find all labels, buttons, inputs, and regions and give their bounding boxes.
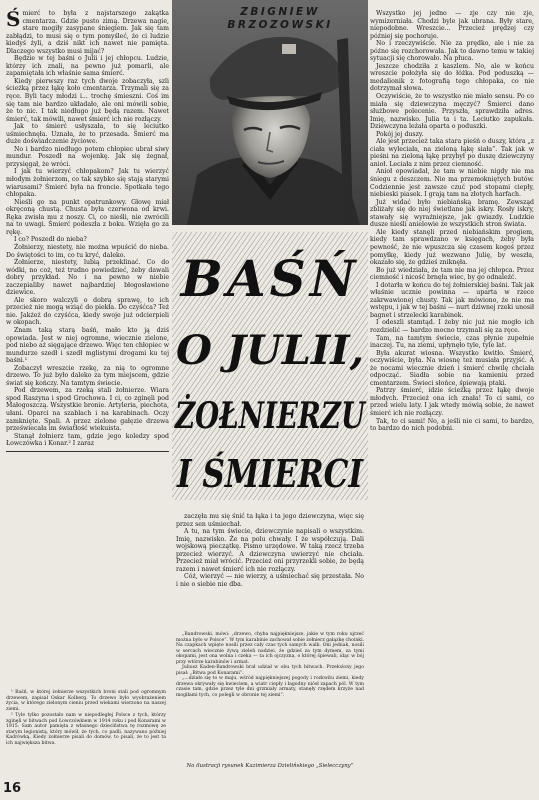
right-column-paragraph: Oczywiście, że to wszystko nie miało sensu. Po co miała się dziewczyna męczyć? Śmierci dano służbowe polecenie. Przyszła, sprawdziła adres. Imię, nazwisko. Julia ta i ta. Leciutko zapukała. Dziewczyna leżała oparta o poduszki. xyxy=(370,93,534,131)
left-column-paragraph: I co? Poszedł do nieba? xyxy=(14,236,87,244)
right-column-paragraph: Pokój jej duszy. xyxy=(376,130,424,138)
story-title xyxy=(172,232,368,500)
left-column-paragraph: Pod drzewem, za rzeką stali żołnierze. Wiara spod Raszyna i spod Grochowa. I ci, co zginęli pod Małogoszczą. Wszystkie bronie. Artyleria, piechota, ułani. Oparci na szablach i na karabinach. Oczy zamknięte. Spali. A przez zielone gałęzie drzewa przeświecała im światłość wiekuista. xyxy=(6,387,169,433)
opening-paragraph xyxy=(6,7,169,55)
left-column-paragraph: Stanął żołnierz tam, gdzie jego koledzy spod Łowczówka i Konar.² I zaraz xyxy=(6,432,169,448)
right-column-paragraph: I dotarła w końcu do tej żołnierskiej baśni. Tak jak właśnie ucznie powinna — uparta w rzece zakrwawionej chusty. Tak jak mówiono, że nie ma wstępu, i jak w tej baśni — nurt dziwnej rzeki unosił bagnet i strzelecki karabinek. xyxy=(370,281,534,319)
left-column-paragraph: No i bardzo niedługo potem chłopiec ubrał siwy mundur. Poszedł na wojenkę. Jak się żegnał, przysięgał, że wróci. xyxy=(6,145,169,168)
insert-paragraph: „...działo się to w maju, wśród najpiękniejszej pogody i rozkwitu ziemi, kiedy drzewa okrywały się kwieciem, a wiatr ciepły i łagodny niósł zapach pól. W tym czasie tam, gdzie przez tyle dni grzmiały armaty, stanęły rzędem krzyże nad mogiłami tych, co polegli w obronie tej ziemi”. xyxy=(176,676,364,698)
right-column-paragraph: Ale jest przecież taka stara pieśń o duszy, która „z ciała wyleciała, na zieloną łąkę siała”. Tak jak w pieśni na zieloną łąkę przybył po duszę dziewczyny anioł. Leciała z nim przez ciemność. xyxy=(370,138,534,168)
center-story-text xyxy=(176,513,364,588)
right-column-paragraph: No i rzeczywiście. Nie za prędko, ale i nie za późno się rozchorowała. Jak to dawno temu w takiej sytuacji się chorowało. Na płuca. xyxy=(370,40,534,63)
story-paragraph: Cóż, wierzyć — nie wierzy, a uśmiechać się przestała. No i nie o siebie nie dba. xyxy=(176,573,364,588)
left-column-paragraph: Kiedy pierwszy raz tych dwoje zobaczyła, szli ścieżką przez łąkę koło cmentarza. Trzymali się za ręce. Byli tacy młodzi i... trochę śmieszni. Coś im się tam nie bardzo układało, ale oni mówili sobie, że to nic. I tak niedługo już będą razem. Nawet śmierć, tak mówili, nawet śmierć ich nie rozłączy. xyxy=(6,77,169,123)
author-first-name: ZBIGNIEW xyxy=(240,6,320,18)
page-number: 16 xyxy=(3,781,22,796)
right-column-paragraph: Tak, to ci sami! No, a jeśli nie ci sami, to bardzo, to bardzo do nich podobni. xyxy=(370,417,534,433)
right-column-paragraph: Bo już wiedziała, że tam nie ma jej chłopca. Przez ciemność i nicość brnęła wiec, by go odnaleźć. xyxy=(370,266,534,282)
right-column-paragraph: Tam, na tamtym świecie, czas płynie zupełnie inaczej. Tu, na ziemi, upłynęło tyle, tyle lat. xyxy=(370,334,534,350)
story-paragraph: A tu, na tym świecie, dziewczynie napisali o wszystkim. Imię, nazwisko. Że na polu chwały. I że współczują. Dali wojskową pieczątkę. Pismo urzędowe. W taką rzecz trzeba przecież wierzyć. A dziewczyna uwierzyć nie chciała. Przecież miał wrócić. Przecież oni przyrzekli sobie, że będą razem i nawet śmierć ich nie rozłączy. xyxy=(176,528,364,573)
center-insert-text xyxy=(176,632,364,698)
right-column-paragraph: Już widać było niebiańską bramę. Zewsząd zbliżały się do niej świetlane jak iskry. Rosły iskry, stawały się wyraźniejsze, jak gwiazdy. Ludzkie dusze nieśli anielowie ze wszystkich stron świata. xyxy=(370,198,534,229)
title-word-3: ŻOŁNIER xyxy=(175,395,366,437)
insert-paragraph: Juliusz Kaden-Bandrowski brał udział w obu tych bitwach. Przełożony jego pisał: „Bitwa pod Konarami”. xyxy=(176,665,364,676)
left-column-paragraph: I jak tu wierzyć chłopakom? Jak tu wierzyć młodym żołnierzom, co tak szybko się stają starymi wiarusami? Śmierć była na froncie. Spotkała tego chłopaka. xyxy=(6,168,169,199)
soldier-portrait-photo xyxy=(172,0,368,225)
left-column-paragraph: Żołnierzy, niestety, nie można wpuścić do nieba. Do świętości to im, co tu kryć, daleko. xyxy=(6,243,169,259)
footnote: ² Tyle tylko pozostało nam w niepodległej Polsce z tych, którzy zginęli w bitwach pod Łowczówkiem w 1914 roku i pod Konarami w 1915. Sam autor pamięta z własnego dzieciństwa tę rozmowę ze starym legionistą, który mówił, że tych, co padli, nazywano później Kadrówką. Kiedy żołnierze pisali do domów, to pisali, że to jest ta ich największa bitwa. xyxy=(6,713,166,746)
right-column-paragraph: Była akurat wiosna. Wszystko kwitło. Śmierć, oczywiście, była. Na wiosnę też musiała przyjść. A że nocami wiecznie dzień i śmierć chwilę chciała odpocząć. Siadła sobie na kamieniu przed cmentarzem. Świeci słońce, śpiewają ptaki. xyxy=(370,349,534,387)
insert-paragraph: „Bandrowski, mówi: „drzewo, chyba najpiękniejsze, jakie w tym roku ujrzeć można było w Polsce”. W tym karabinie zachował sobie żołnierz gałązkę choinki. Na czapkach wpięte nosili przez cały czas tych samych walk. Oni jednak, nosili w sercach wiecznie żywą zieleń nadziei, że gdzieś za tym dymem, za tymi okopami, jest ona wolna i czeka — ta ich ojczyzna, o której śpiewali, idąc w bój przy wtórze karabinów i armat. xyxy=(176,632,364,665)
illustration-caption: Na ilustracji rysunek Kazimierza Dzielińskiego „Sielecczyny” xyxy=(186,763,354,769)
soldier-portrait-image xyxy=(172,0,368,225)
right-column-paragraph: Jeszcze chodziła z kaszlem. No, ale w końcu wreszcie położyła się do łóżka. Pod poduszką — medalionik z fotografią tego chłopaka, co nie dotrzymał słowa. xyxy=(370,62,534,93)
right-column-paragraph: Ale kiedy stanęli przed niebiańskim progiem, kiedy tam sprawdzano w księgach, żeby była pewność, że nie wpuszcza się czasem kogoś przez pomyłkę, kiedy już wezwano Julię, by weszła, okazało się, że gdzieś zniknęła. xyxy=(370,228,534,267)
title-word-2: O JULII, xyxy=(176,327,364,374)
left-column-paragraph: Zobaczył wreszcie rzekę, za nią to ogromne drzewo. To już było daleko za tym miejscem, gdzie świat się kończy. Na tamtym świecie. xyxy=(6,364,169,387)
illustration-credit xyxy=(176,763,364,769)
left-column-paragraph: Nieśli go na punkt opatrunkowy. Głowę miał okręconą chustą. Chusta była czerwona od krwi. Ręka zwisła mu z noszy. Ci, co nieśli, nie zwrócili na to uwagi. Śmierć podeszła z boku. Wzięła go za rękę. xyxy=(6,198,169,236)
right-column xyxy=(370,10,534,433)
right-column-paragraph: Wszystko jej jedno — zje czy nie zje, wymizerniała. Chodzi byle jak ubrana. Były stare, niepodobne. Wreszcie... Przecież prędzej czy później się pochoruje. xyxy=(370,10,534,40)
left-column-paragraph: Jak to śmierć usłyszała, to się leciutko uśmiechnęła. Uznała, że to przesada. Śmierć ma duże doświadczenie życiowe. xyxy=(6,123,169,146)
left-column-paragraph: Żołnierze, niestety, lubią przeklinać. Co do wódki, no coż, też trudno powiedzieć, żeby dawali dobry przykład. No i na pewno w niebie zaczepialiby nawet najbardziej błogosławione dziewice. xyxy=(6,259,169,297)
left-column-paragraph: Ale skoro walczyli o dobrą sprawę, to ich przecież nie mogą wziąć do piekła. Do czyśćca? Też nie. Jakżeż do czyśćca, kiedy swoje już odcierpieli w okopach. xyxy=(6,296,169,327)
left-column-paragraph: Będzie w tej baśni o Julii i jej chłopcu. Ludzie, którzy ich znali, na pewno już pomarli, ale zapamiętała ich właśnie sama śmierć. xyxy=(6,55,169,78)
left-column-paragraph: Znam taką starą baśń, mało kto ją dziś opowiada. Jest w niej ogromne, wiecznie zielone, pod niebo aż sięgające drzewo. Więc ten chłopiec w mundurze szedł i szedł mglistymi drogami ku tej baśni.¹ xyxy=(6,326,169,365)
drop-cap: Ś xyxy=(6,7,21,31)
footnote: ¹ Baśń, w której żołnierze wszystkich broni stali pod ogromnym drzewem, zapisał Oskar Kolberg. To drzewo było wyobrażeniem życia, w którego zielonym cieniu przed wiekami wierzono na naszej ziemi. xyxy=(6,690,166,712)
author-last-name: BRZOZOWSKI xyxy=(227,19,333,31)
footnotes xyxy=(6,690,166,747)
left-column xyxy=(6,7,169,454)
right-column-paragraph: Patrzy śmierć, idzie ścieżką przez łąkę dwoje młodych. Przecież ona ich znała! To ci sami, co przed wielu laty. I jak wtedy mówią sobie, że nawet śmierć ich nie rozłączy. xyxy=(370,387,534,417)
title-svg xyxy=(172,232,368,500)
title-word-4: I ŚMIERCI xyxy=(176,451,364,496)
author-name xyxy=(199,6,361,32)
right-column-paragraph: Anioł opowiadał, że tam w niebie nigdy nie ma śniegu z deszczem. Nie ma przemokniętych butów. Codziennie jest zawsze czuć pod stopami ciepły, niebieski piasek. I grają tam na złotych harfach. xyxy=(370,168,534,199)
title-word-1: BAŚŃ xyxy=(180,249,360,308)
footnote-divider xyxy=(6,451,169,452)
left-column-paragraphs xyxy=(6,55,169,447)
opening-paragraph-text: mierć to była z najstarszego zakątka cmentarza. Gdzie pusto zimą. Drzewa nagie, stare mogiły zasypane śniegiem. Jak się tam zabłądzi, to musi się o tym pomyśleć, że ci ludzie kiedyś żyli, a dziś nikt ich nawet nie pamięta. Dlaczego wszystko musi mijać? xyxy=(6,10,169,55)
right-column-paragraph: I odeszli stamtąd. I żeby nic już nie mogło ich rozdzielić — bardzo mocno trzymali się za ręce. xyxy=(370,319,534,334)
story-paragraph: zaczęła mu się śnić ta łąka i ta jego dziewczyna, więc się przez sen uśmiechał. xyxy=(176,513,364,528)
